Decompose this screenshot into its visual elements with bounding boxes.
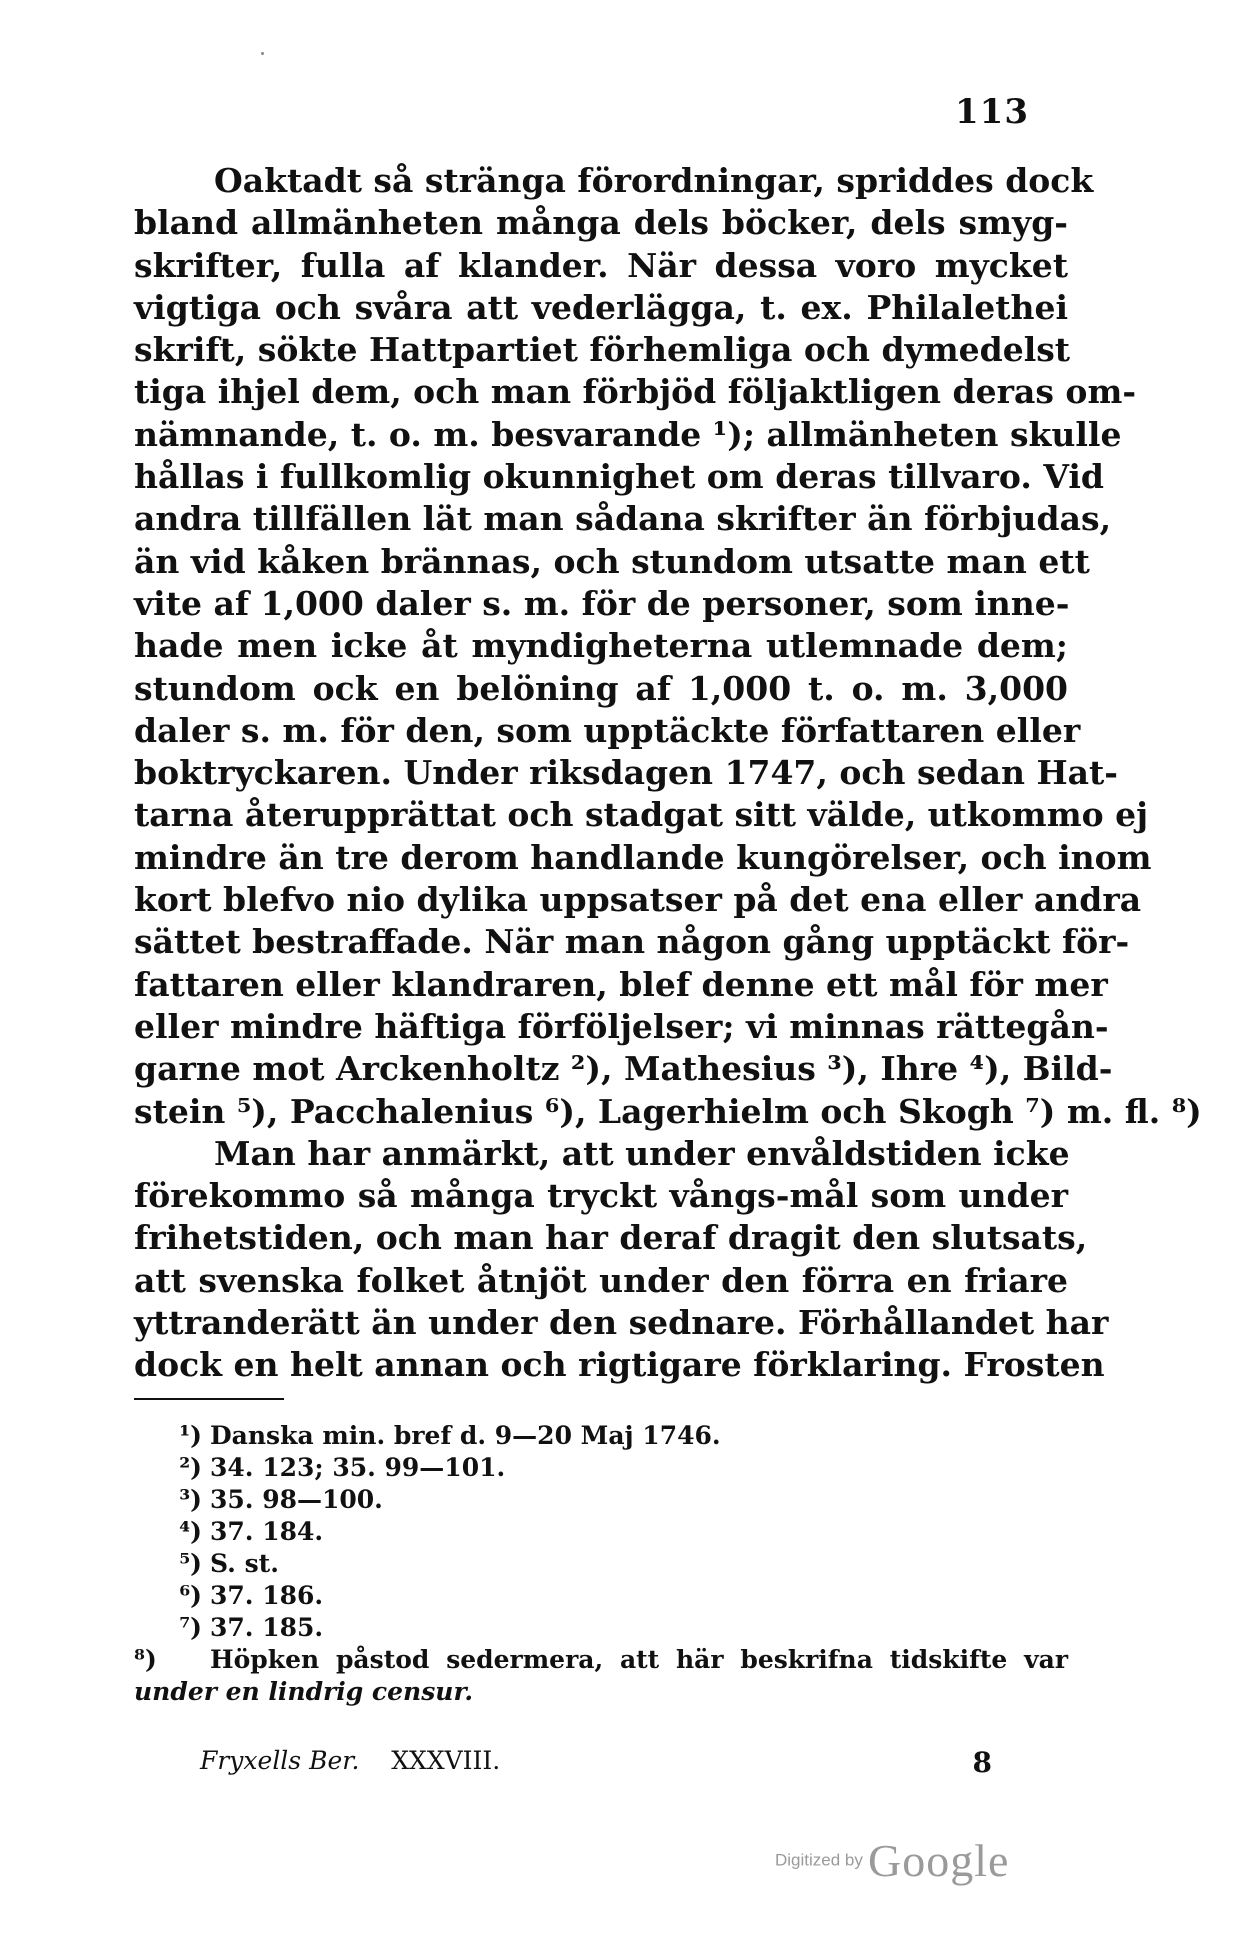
text-line: förekommo så många tryckt vångs-mål som under: [134, 1176, 1068, 1216]
text-line: tiga ihjel dem, och man förbjöd följaktligen deras om-: [134, 372, 1137, 412]
text-line: nämnande, t. o. m. besvarande ¹); allmänheten skulle: [134, 414, 1122, 454]
text-line: dock en helt annan och rigtigare förklaring. Frosten: [134, 1345, 1105, 1385]
footnote-text: Höpken påstod sedermera, att här beskrifna tidskifte var: [210, 1645, 1068, 1674]
text-line: mindre än tre derom handlande kungörelser, och inom: [134, 837, 1152, 877]
text-line: yttranderätt än under den sednare. Förhållandet har: [134, 1303, 1109, 1343]
text-line: hade men icke åt myndigheterna utlemnade dem;: [134, 626, 1068, 666]
text-line: boktryckaren. Under riksdagen 1747, och sedan Hat-: [134, 753, 1118, 793]
footnote-text: Danska min. bref d. 9—20 Maj 1746.: [210, 1421, 721, 1450]
text-line: garne mot Arckenholtz ²), Mathesius ³), Ihre ⁴), Bild-: [134, 1049, 1113, 1089]
text-line: sättet bestraffade. När man någon gång upptäckt för-: [134, 922, 1130, 962]
text-line: vigtiga och svåra att vederlägga, t. ex. Philalethei: [134, 287, 1068, 327]
footnote-text: 34. 123; 35. 99—101.: [210, 1453, 506, 1482]
text-line: att svenska folket åtnjöt under den förra en friare: [134, 1260, 1068, 1300]
text-line: kort blefvo nio dylika uppsatser på det ena eller andra: [134, 880, 1142, 920]
footnote-text: 35. 98—100.: [210, 1485, 383, 1514]
footnote-marker: ¹): [179, 1421, 202, 1450]
footnote: [134, 1612, 1068, 1644]
digitized-watermark: [775, 1834, 1135, 1894]
footnote-rule: [134, 1398, 284, 1400]
text-line: Oaktadt så stränga förordningar, spriddes dock: [214, 161, 1094, 200]
footnote-marker: ⁵): [179, 1549, 202, 1578]
footnote-marker: ⁷): [179, 1613, 202, 1642]
text-line: vite af 1,000 daler s. m. för de personer, som inne-: [134, 583, 1070, 623]
footnote-marker: ²): [179, 1453, 202, 1482]
footnote: [134, 1420, 1068, 1452]
watermark-prefix: Digitized by: [775, 1850, 863, 1870]
footnote-marker: ⁸): [134, 1645, 157, 1674]
signature-author: Fryxells Ber.: [200, 1746, 360, 1775]
footnote-text: 37. 186.: [210, 1581, 324, 1610]
text-line: frihetstiden, och man har deraf dragit den slutsats,: [134, 1218, 1088, 1258]
text-line: Man har anmärkt, att under envåldstiden icke: [214, 1133, 1070, 1173]
footnote: [134, 1452, 1068, 1484]
google-logo: Google: [867, 1835, 1010, 1886]
footnotes: [134, 1420, 1068, 1708]
footnote: [134, 1484, 1068, 1516]
signature-letter: 8: [972, 1746, 992, 1779]
footnote: [134, 1644, 1068, 1676]
footnote: [134, 1516, 1068, 1548]
stray-ink-dot: [261, 52, 264, 55]
text-line: eller mindre häftiga förföljelser; vi minnas rättegån-: [134, 1006, 1109, 1046]
text-line: andra tillfällen lät man sådana skrifter än förbjudas,: [134, 499, 1112, 539]
text-line: stein ⁵), Pacchalenius ⁶), Lagerhielm och Skogh ⁷) m. fl. ⁸): [134, 1091, 1202, 1131]
page-number: 113: [955, 92, 1029, 132]
signature-volume: XXXVIII.: [391, 1746, 501, 1775]
footnote-text: 37. 184.: [210, 1517, 324, 1546]
text-line: tarna återupprättat och stadgat sitt välde, utkommo ej: [134, 795, 1149, 835]
text-line: fattaren eller klandraren, blef denne ett mål för mer: [134, 964, 1108, 1004]
footnote: [134, 1548, 1068, 1580]
text-line: skrifter, fulla af klander. När dessa voro mycket: [134, 245, 1068, 285]
body-text: [134, 160, 1202, 1387]
footnote-continuation: under en lindrig censur.: [134, 1677, 474, 1706]
text-line: daler s. m. för den, som upptäckte författaren eller: [134, 710, 1081, 750]
footnote: [134, 1580, 1068, 1612]
text-line: bland allmänheten många dels böcker, dels smyg-: [134, 203, 1068, 243]
text-line: än vid kåken brännas, och stundom utsatte man ett: [134, 541, 1090, 581]
text-line: skrift, sökte Hattpartiet förhemliga och dymedelst: [134, 330, 1071, 370]
footnote-marker: ⁶): [179, 1581, 202, 1610]
printer-signature: [200, 1746, 1040, 1779]
footnote-text: S. st.: [210, 1549, 279, 1578]
footnote-marker: ³): [179, 1485, 202, 1514]
footnote-marker: ⁴): [179, 1517, 202, 1546]
text-line: stundom ock en belöning af 1,000 t. o. m. 3,000: [134, 668, 1068, 708]
footnote-text: 37. 185.: [210, 1613, 324, 1642]
text-line: hållas i fullkomlig okunnighet om deras tillvaro. Vid: [134, 457, 1104, 497]
